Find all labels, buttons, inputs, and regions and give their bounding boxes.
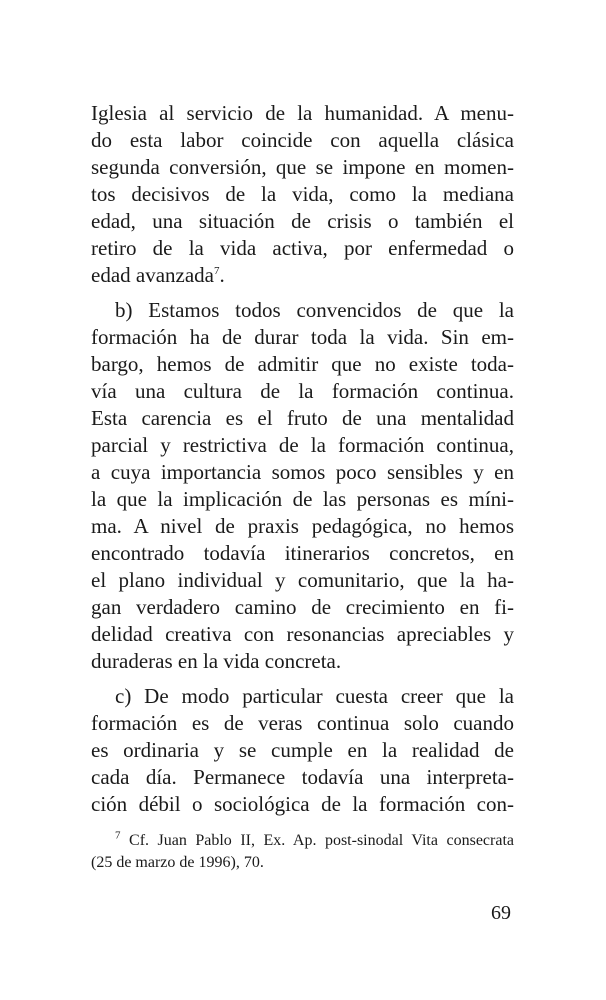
- page-number: 69: [491, 902, 511, 924]
- paragraph-1: [91, 100, 514, 289]
- text-line: a cuya importancia somos poco sensibles y en: [91, 460, 514, 484]
- footnote-line: [91, 830, 514, 852]
- text-line: tos decisivos de la vida, como la mediana: [91, 182, 514, 206]
- text-line: edad, una situación de crisis o también el: [91, 209, 514, 233]
- text-line: el plano individual y comunitario, que la ha-: [91, 568, 514, 592]
- text-line: la que la implicación de las personas es míni-: [91, 487, 514, 511]
- text-line: retiro de la vida activa, por enfermedad o: [91, 236, 514, 260]
- paragraph-c: [91, 683, 514, 818]
- text-line: Iglesia al servicio de la humanidad. A menu-: [91, 101, 514, 125]
- text-line: bargo, hemos de admitir que no existe toda-: [91, 352, 514, 376]
- text-line: parcial y restrictiva de la formación continua,: [91, 433, 514, 457]
- footnote-number: 7: [115, 829, 121, 842]
- text-line: duraderas en la vida concreta.: [91, 649, 342, 673]
- text-line: Esta carencia es el fruto de una mentalidad: [91, 406, 514, 430]
- footnotes: [91, 830, 514, 874]
- paragraph-b: [91, 297, 514, 675]
- footnote-line: (25 de marzo de 1996), 70.: [91, 854, 264, 871]
- text-line: ción débil o sociológica de la formación con-: [91, 792, 514, 816]
- text-line: formación es de veras continua solo cuando: [91, 711, 514, 735]
- footnote-text: Cf. Juan Pablo II, Ex. Ap. post-sinodal Vita consecrata: [129, 832, 514, 849]
- text-line: b) Estamos todos convencidos de que la: [115, 298, 514, 322]
- footnote-7: [91, 830, 514, 874]
- text-line: formación ha de durar toda la vida. Sin em-: [91, 325, 514, 349]
- sentence-end: .: [219, 263, 225, 287]
- text-line: cada día. Permanece todavía una interpreta-: [91, 765, 514, 789]
- document-body: [91, 100, 514, 826]
- text-line: gan verdadero camino de crecimiento en fi-: [91, 595, 514, 619]
- text-line: delidad creativa con resonancias apreciables y: [91, 622, 514, 646]
- text-line: es ordinaria y se cumple en la realidad de: [91, 738, 514, 762]
- text-line: ma. A nivel de praxis pedagógica, no hemos: [91, 514, 514, 538]
- text-line: c) De modo particular cuesta creer que la: [115, 684, 514, 708]
- footnote-reference[interactable]: 7: [214, 265, 220, 277]
- text-line: do esta labor coincide con aquella clásica: [91, 128, 514, 152]
- text-line: [91, 262, 514, 289]
- text-line-content: edad avanzada: [91, 263, 214, 287]
- text-line: vía una cultura de la formación continua.: [91, 379, 514, 403]
- text-line: segunda conversión, que se impone en momen-: [91, 155, 514, 179]
- text-line: encontrado todavía itinerarios concretos, en: [91, 541, 514, 565]
